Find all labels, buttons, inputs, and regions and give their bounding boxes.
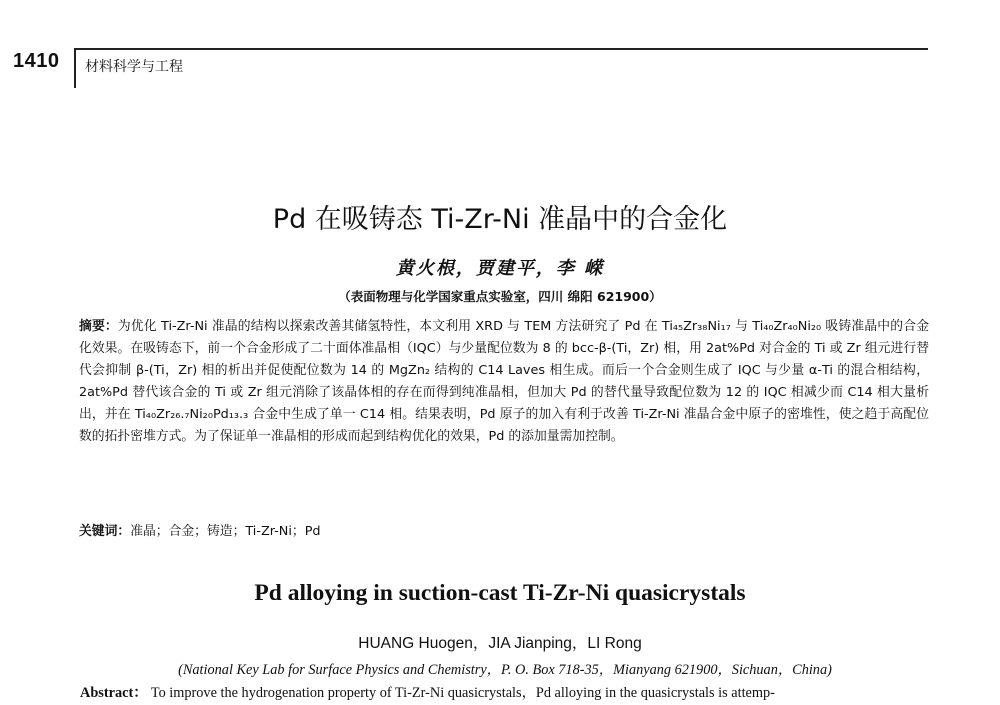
chinese-keywords	[79, 520, 321, 539]
english-authors: HUANG Huogen，JIA Jianping，LI Rong	[358, 635, 642, 652]
chinese-authors: 黄火根，贾建平，李 嵘	[395, 258, 605, 279]
english-abstract-text: To improve the hydrogenation property of Ti-Zr-Ni quasicrystals，Pd alloying in the quasicrystals is attemp-	[150, 685, 775, 701]
english-abstract-label: Abstract：	[80, 685, 148, 701]
page-number: 1410	[13, 50, 60, 72]
chinese-abstract	[79, 316, 929, 449]
english-title: Pd alloying in suction-cast Ti-Zr-Ni quasicrystals	[254, 580, 746, 606]
chinese-abstract-label: 摘要：	[79, 319, 118, 334]
chinese-keywords-text: 准晶；合金；铸造；Ti-Zr-Ni；Pd	[130, 524, 321, 539]
english-affiliation: (National Key Lab for Surface Physics and Chemistry，P. O. Box 718-35，Mianyang 621900，Sichuan，China)	[178, 662, 832, 678]
chinese-title: Pd 在吸铸态 Ti-Zr-Ni 准晶中的合金化	[272, 204, 728, 235]
journal-name: 材料科学与工程	[85, 59, 183, 75]
header-divider-vertical	[74, 48, 76, 88]
chinese-affiliation: （表面物理与化学国家重点实验室，四川 绵阳 621900）	[338, 289, 662, 304]
english-abstract	[80, 682, 930, 702]
chinese-keywords-label: 关键词：	[79, 524, 131, 539]
header-rule	[76, 48, 928, 50]
chinese-abstract-text: 为优化 Ti-Zr-Ni 准晶的结构以探索改善其储氢特性，本文利用 XRD 与 TEM 方法研究了 Pd 在 Ti₄₅Zr₃₈Ni₁₇ 与 Ti₄₀Zr₄₀Ni₂₀ 吸铸准晶中的合金化效果。在吸铸态下，前一个合金形成了二十面体准晶相（IQC）与少量配位数为 8 的 bcc-β-(Ti，Zr) 相，用 2at%Pd 对合金的 Ti 或 Zr 组元进行替代会抑制 β-(Ti，Zr) 相的析出并促使配位数为 14 的 MgZn₂ 结构的 C14 Laves 相生成。而后一个合金则生成了 IQC 与少量 α-Ti 的混合相结构，2at%Pd 替代该合金的 Ti 或 Zr 组元消除了该晶体相的存在而得到纯准晶相，但加大 Pd 的替代量导致配位数为 12 的 IQC 相减少而 C14 相大量析出，并在 Ti₄₀Zr₂₆.₇Ni₂₀Pd₁₃.₃ 合金中生成了单一 C14 相。结果表明，Pd 原子的加入有利于改善 Ti-Zr-Ni 准晶合金中原子的密堆性，使之趋于高配位数的拓扑密堆方式。为了保证单一准晶相的形成而起到结构优化的效果，Pd 的添加量需加控制。	[79, 319, 929, 445]
